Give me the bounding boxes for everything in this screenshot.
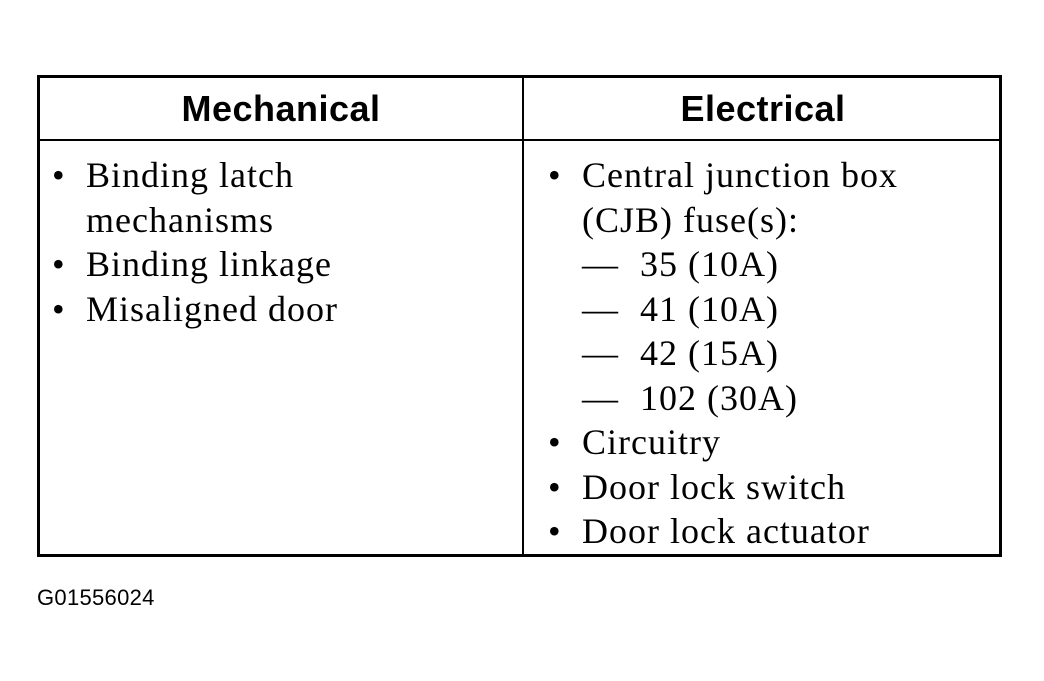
list-item [50,287,510,332]
bullet-icon: • [548,511,562,551]
column-divider [522,78,524,554]
list-item [50,153,510,242]
fuse-item [546,376,996,421]
item-text: Door lock switch [582,466,846,507]
list-item [546,465,996,510]
header-mechanical: Mechanical [181,87,381,129]
figure-id: G01556024 [37,585,155,610]
item-text: Binding linkage [86,244,332,284]
bullet-icon: • [52,288,66,329]
list-item [546,420,996,465]
bullet-icon: • [548,155,562,195]
fuse-text: 42 (15A) [640,333,779,373]
list-item [546,509,996,554]
electrical-list [546,141,996,554]
item-text: mechanisms [86,199,274,240]
diagnosis-table [37,75,1002,557]
mechanical-list [50,141,510,331]
bullet-icon: • [52,244,66,284]
bullet-icon: • [548,422,562,462]
dash-icon: — [582,288,619,329]
dash-icon: — [582,244,619,284]
fuse-item [546,331,996,376]
item-text: Central junction box [582,155,898,195]
fuse-item [546,242,996,287]
fuse-item [546,287,996,332]
fuse-text: 102 (30A) [640,377,798,418]
list-item [50,242,510,287]
list-item [546,153,996,242]
fuse-text: 41 (10A) [640,288,779,329]
dash-icon: — [582,377,619,418]
item-text: Door lock actuator [582,511,870,551]
item-text: (CJB) fuse(s): [582,199,799,240]
bullet-icon: • [548,466,562,507]
header-electrical: Electrical [680,87,846,129]
dash-icon: — [582,333,619,373]
bullet-icon: • [52,155,66,195]
item-text: Binding latch [86,155,294,195]
item-text: Misaligned door [86,288,338,329]
item-text: Circuitry [582,422,721,462]
fuse-text: 35 (10A) [640,244,779,284]
